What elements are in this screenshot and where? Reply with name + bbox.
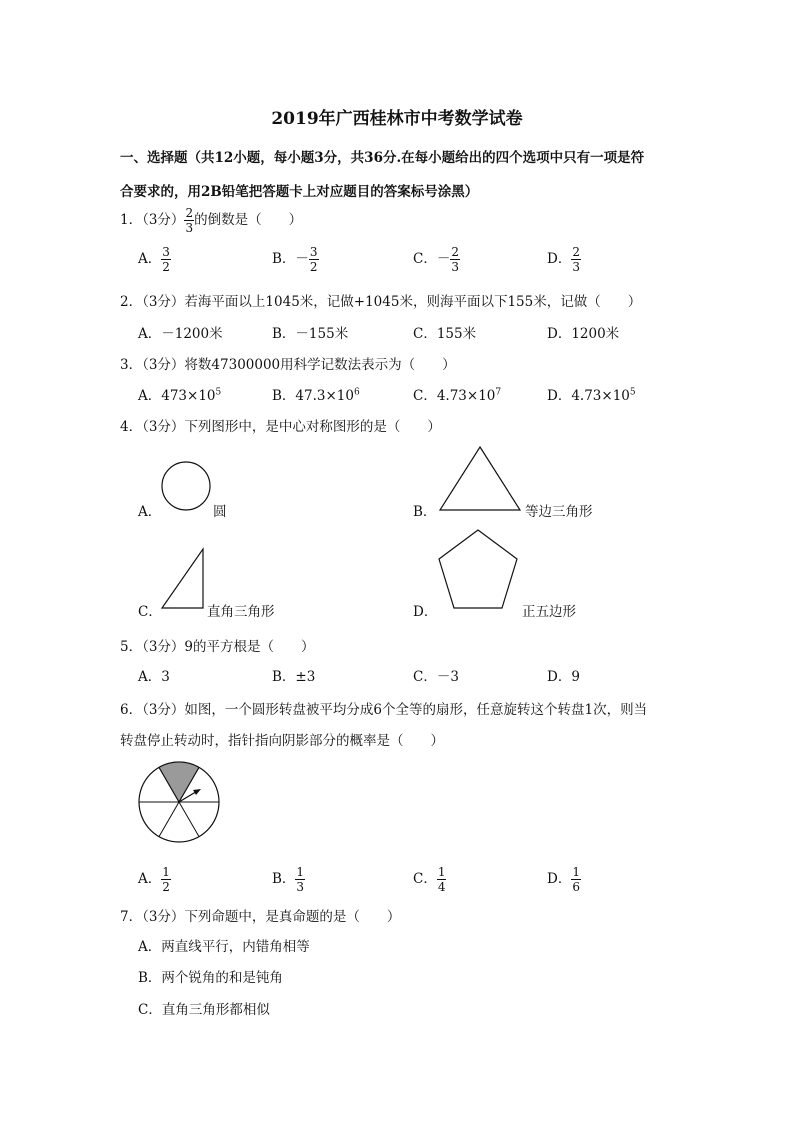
- q1-option-b: B．－ $\frac{3}{2}$: [272, 245, 318, 274]
- q4-option-a-label: A．: [138, 504, 162, 520]
- question-1-suffix: 的倒数是（ ）: [194, 212, 303, 228]
- q5-option-d: D．9: [547, 669, 580, 685]
- q2-option-c: C．155米: [413, 326, 477, 342]
- q4-option-c-name: 直角三角形: [207, 604, 275, 620]
- q5-option-b: B．±3: [272, 669, 316, 685]
- q7-option-a: A．两直线平行，内错角相等: [138, 939, 310, 955]
- page-title: 2019年广西桂林市中考数学试卷: [271, 109, 523, 129]
- fraction: [184, 206, 194, 235]
- q7-option-c: C．直角三角形都相似: [138, 1002, 270, 1018]
- q2-option-a: A．－1200米: [138, 326, 223, 342]
- question-7: 7．（3分）下列命题中，是真命题的是（ ）: [120, 909, 401, 925]
- q1-option-c: C．－ $\frac{2}{3}$: [413, 245, 459, 274]
- q1-option-d: D． $\frac{2}{3}$: [547, 245, 580, 274]
- right-triangle-figure: [160, 548, 206, 610]
- circle-figure: [160, 460, 212, 512]
- question-2: 2．（3分）若海平面以上1045米，记做+1045米，则海平面以下155米，记做（ ）: [120, 294, 642, 310]
- question-6-line2: 转盘停止转动时，指针指向阴影部分的概率是（ ）: [120, 733, 444, 749]
- spinner-figure: [137, 760, 221, 844]
- q4-option-d-name: 正五边形: [522, 604, 576, 620]
- q3-option-d: D．$4.73\times 10^5$: [547, 387, 636, 404]
- denominator: 3: [185, 221, 194, 235]
- q6-option-d: D． $\frac{1}{6}$: [547, 865, 580, 894]
- numerator: 2: [185, 206, 194, 220]
- q7-option-b: B．两个锐角的和是钝角: [138, 970, 283, 986]
- q6-option-c: C． $\frac{1}{4}$: [413, 865, 446, 894]
- q4-option-b-name: 等边三角形: [525, 504, 593, 520]
- section-heading-line1: 一、选择题（共12小题，每小题3分，共36分.在每小题给出的四个选项中只有一项是符: [120, 150, 645, 166]
- q3-option-a: A．$473\times 10^5$: [138, 387, 222, 404]
- q1-option-a: A． $\frac{3}{2}$: [138, 245, 170, 274]
- q2-option-d: D．1200米: [547, 326, 620, 342]
- q3-option-c: C．$4.73\times 10^7$: [413, 387, 502, 404]
- equilateral-triangle-figure: [438, 446, 522, 512]
- regular-pentagon-figure: [436, 528, 520, 612]
- q5-option-a: A．3: [138, 669, 170, 685]
- section-heading-line2: 合要求的，用2B铅笔把答题卡上对应题目的答案标号涂黑）: [120, 184, 479, 200]
- question-3: 3．（3分）将数47300000用科学记数法表示为（ ）: [120, 357, 456, 373]
- q4-option-d-label: D．: [413, 604, 438, 620]
- question-1-prefix: 1．（3分）: [120, 212, 185, 228]
- q6-option-b: B． $\frac{1}{3}$: [272, 865, 305, 894]
- question-6-line1: 6．（3分）如图，一个圆形转盘被平均分成6个全等的扇形，任意旋转这个转盘1次，则当: [120, 702, 648, 718]
- q4-option-b-label: B．: [413, 504, 437, 520]
- q3-option-b: B．$47.3\times 10^6$: [272, 387, 360, 404]
- q4-option-a-name: 圆: [213, 504, 227, 520]
- q4-option-c-label: C．: [138, 604, 162, 620]
- question-4: 4．（3分）下列图形中，是中心对称图形的是（ ）: [120, 419, 441, 435]
- q6-option-a: A． $\frac{1}{2}$: [138, 865, 170, 894]
- question-1: [120, 206, 302, 235]
- question-5: 5．（3分）9的平方根是（ ）: [120, 639, 315, 655]
- q2-option-b: B．－155米: [272, 326, 349, 342]
- q5-option-c: C．－3: [413, 669, 459, 685]
